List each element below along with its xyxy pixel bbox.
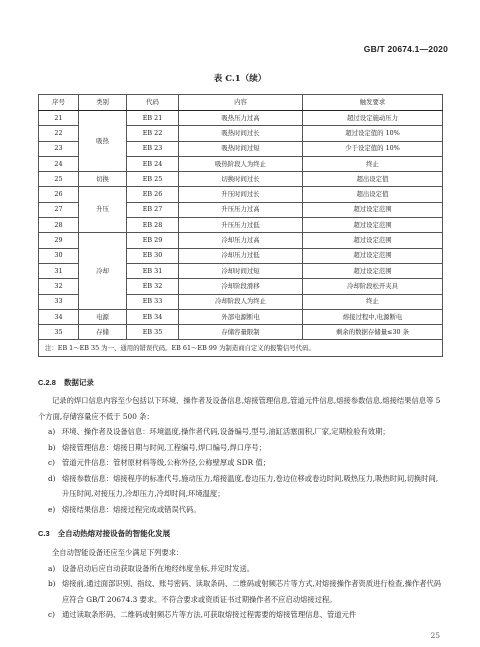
list-item — [38, 440, 442, 456]
cell-trigger: 超过设定范围 — [303, 218, 443, 233]
cell-no: 21 — [39, 111, 79, 126]
cell-code: EB 33 — [127, 294, 179, 309]
list-label: a) — [48, 563, 56, 573]
cell-content: 吸热时间过短 — [179, 141, 303, 156]
table-row — [39, 187, 443, 202]
cell-no: 34 — [39, 309, 79, 324]
cell-no: 35 — [39, 325, 79, 340]
list-label: c) — [48, 610, 55, 619]
cell-trigger: 超过设定范围 — [303, 233, 443, 248]
error-code-table — [38, 94, 443, 357]
cell-code: EB 25 — [127, 172, 179, 187]
cell-no: 33 — [39, 294, 79, 309]
list-item — [38, 576, 442, 607]
list-label: a) — [48, 427, 56, 436]
section-number: C.3 — [38, 529, 50, 538]
cell-content: 冷却阶段滑移 — [179, 279, 303, 294]
cell-code: EB 35 — [127, 325, 179, 340]
section-title: 数据记录 — [63, 378, 94, 387]
list-text: 熔接结果信息：熔接过程完成或错误代码。 — [62, 504, 201, 514]
list-text: 通过读取条形码、二维码或射频芯片等方法,可获取熔接过程需要的熔接管理信息、管道元件 — [62, 610, 357, 619]
cell-no: 26 — [39, 187, 79, 202]
cell-code: EB 24 — [127, 156, 179, 171]
cell-no: 32 — [39, 279, 79, 294]
table-row — [39, 233, 443, 248]
cell-code: EB 31 — [127, 263, 179, 278]
cell-content: 外部电源断电 — [179, 309, 303, 324]
table-row — [39, 111, 443, 126]
list-label: c) — [48, 458, 55, 467]
cell-category: 升压 — [79, 187, 127, 233]
section-c28-body — [38, 393, 442, 517]
cell-content: 吸热压力过高 — [179, 111, 303, 126]
cell-trigger: 少于设定值的 10% — [303, 141, 443, 156]
cell-content: 冷却压力过低 — [179, 248, 303, 263]
cell-trigger: 超过设定范围 — [303, 248, 443, 263]
paragraph: 全自动智能设备还应至少满足下列要求： — [52, 548, 184, 557]
cell-trigger: 超过设定施动压力 — [303, 111, 443, 126]
cell-code: EB 29 — [127, 233, 179, 248]
cell-content: 升压压力过高 — [179, 202, 303, 217]
cell-category: 切换 — [79, 172, 127, 187]
cell-content: 吸热时间过长 — [179, 126, 303, 141]
cell-trigger: 终止 — [303, 294, 443, 309]
header-trigger: 触发要求 — [303, 95, 443, 111]
list-text: 管道元件信息：管材原材料等级,公称外径,公称壁厚或 SDR 值； — [62, 458, 271, 467]
cell-no: 24 — [39, 156, 79, 171]
cell-trigger: 超过设定范围 — [303, 263, 443, 278]
section-c3-heading — [38, 528, 170, 539]
list-label: e) — [48, 504, 56, 514]
cell-content: 冷却阶段人为终止 — [179, 294, 303, 309]
cell-content: 存储容量限制 — [179, 325, 303, 340]
list-text: 熔接前,通过面部识别、指纹、账号密码、读取条码、二维码或射频芯片等方式,对熔接操作者资质进行检查,操作者代码应符合 GB/T 20674.3 要求。不符合要求或资质证书过期操作者不应启动熔接过程。 — [62, 579, 442, 604]
table-caption: 表 C.1（续） — [213, 74, 267, 84]
cell-code: EB 28 — [127, 218, 179, 233]
list-item — [38, 607, 442, 623]
cell-trigger: 超过设定值的 10% — [303, 126, 443, 141]
table-row — [39, 325, 443, 340]
list-text: 熔接参数信息：熔接程序的标准代号,施动压力,熔接温度,卷边压力,卷边位移或卷边时间,吸热压力,吸热时间,切换时间,升压时间,对接压力,冷却压力,冷却时间,环境温度； — [62, 473, 439, 498]
cell-code: EB 27 — [127, 202, 179, 217]
cell-content: 冷却压力过高 — [179, 233, 303, 248]
cell-no: 31 — [39, 263, 79, 278]
header-category: 类别 — [79, 95, 127, 111]
cell-trigger: 剩余的数据存储量≤30 条 — [303, 325, 443, 340]
cell-code: EB 32 — [127, 279, 179, 294]
page-number: 25 — [430, 631, 440, 640]
table-row — [39, 309, 443, 324]
section-number: C.2.8 — [38, 378, 56, 387]
header-code: 代码 — [127, 95, 179, 111]
cell-category: 存储 — [79, 325, 127, 340]
list-item — [38, 424, 442, 440]
cell-content: 切换时间过长 — [179, 172, 303, 187]
cell-code: EB 21 — [127, 111, 179, 126]
section-c28-heading — [38, 377, 94, 388]
cell-trigger: 超出设定值 — [303, 172, 443, 187]
cell-no: 25 — [39, 172, 79, 187]
table-note: 注：EB 1～EB 35 为一、通用的错误代码。EB 61～EB 99 为制造商自定义的报警信号代码。 — [39, 340, 443, 357]
cell-category: 冷却 — [79, 233, 127, 309]
cell-code: EB 34 — [127, 309, 179, 324]
section-c3-body — [38, 545, 442, 623]
list-item — [38, 561, 442, 577]
cell-trigger: 超出设定值 — [303, 187, 443, 202]
cell-code: EB 22 — [127, 126, 179, 141]
cell-category: 吸热 — [79, 111, 127, 172]
table-note-row — [39, 340, 443, 357]
cell-category: 电源 — [79, 309, 127, 324]
cell-code: EB 30 — [127, 248, 179, 263]
list-label: b) — [48, 442, 56, 452]
table-row — [39, 172, 443, 187]
list-item — [38, 471, 442, 502]
cell-trigger: 超过设定范围 — [303, 202, 443, 217]
cell-no: 22 — [39, 126, 79, 141]
cell-content: 冷却时间过短 — [179, 263, 303, 278]
cell-trigger: 终止 — [303, 156, 443, 171]
cell-code: EB 23 — [127, 141, 179, 156]
cell-no: 27 — [39, 202, 79, 217]
cell-no: 28 — [39, 218, 79, 233]
table-body — [39, 111, 443, 357]
cell-code: EB 26 — [127, 187, 179, 202]
paragraph: 记录的焊口信息内容至少包括以下环境、操作者及设备信息,熔接管理信息,管道元件信息,熔接参数信息,熔接结果信息等 5 个方面,存储容量应不低于 500 条： — [38, 396, 441, 421]
list-text: 环境、操作者及设备信息：环境温度,操作者代码,设备编号,型号,油缸活塞面积,厂家,定期检验有效期； — [62, 427, 390, 436]
cell-content: 升压时间过长 — [179, 187, 303, 202]
cell-no: 29 — [39, 233, 79, 248]
list-text: 设备启动后应自动获取设备所在地经纬度坐标,并定时发送。 — [62, 563, 255, 573]
header-content: 内容 — [179, 95, 303, 111]
list-item — [38, 455, 442, 471]
list-label: d) — [48, 473, 56, 483]
cell-content: 升压压力过低 — [179, 218, 303, 233]
list-text: 熔接管理信息：熔接日期与时间,工程编号,焊口编号,焊口序号； — [62, 442, 266, 452]
standard-number: GB/T 20674.1—2020 — [363, 44, 448, 54]
header-no: 序号 — [39, 95, 79, 111]
table-header-row — [39, 95, 443, 111]
cell-no: 23 — [39, 141, 79, 156]
section-title: 全自动热熔对接设备的智能化发展 — [57, 529, 171, 538]
list-item — [38, 502, 442, 518]
cell-no: 30 — [39, 248, 79, 263]
cell-trigger: 冷却阶段松开夹具 — [303, 279, 443, 294]
cell-content: 吸热阶段人为终止 — [179, 156, 303, 171]
list-label: b) — [48, 579, 56, 588]
cell-trigger: 熔接过程中,电源断电 — [303, 309, 443, 324]
